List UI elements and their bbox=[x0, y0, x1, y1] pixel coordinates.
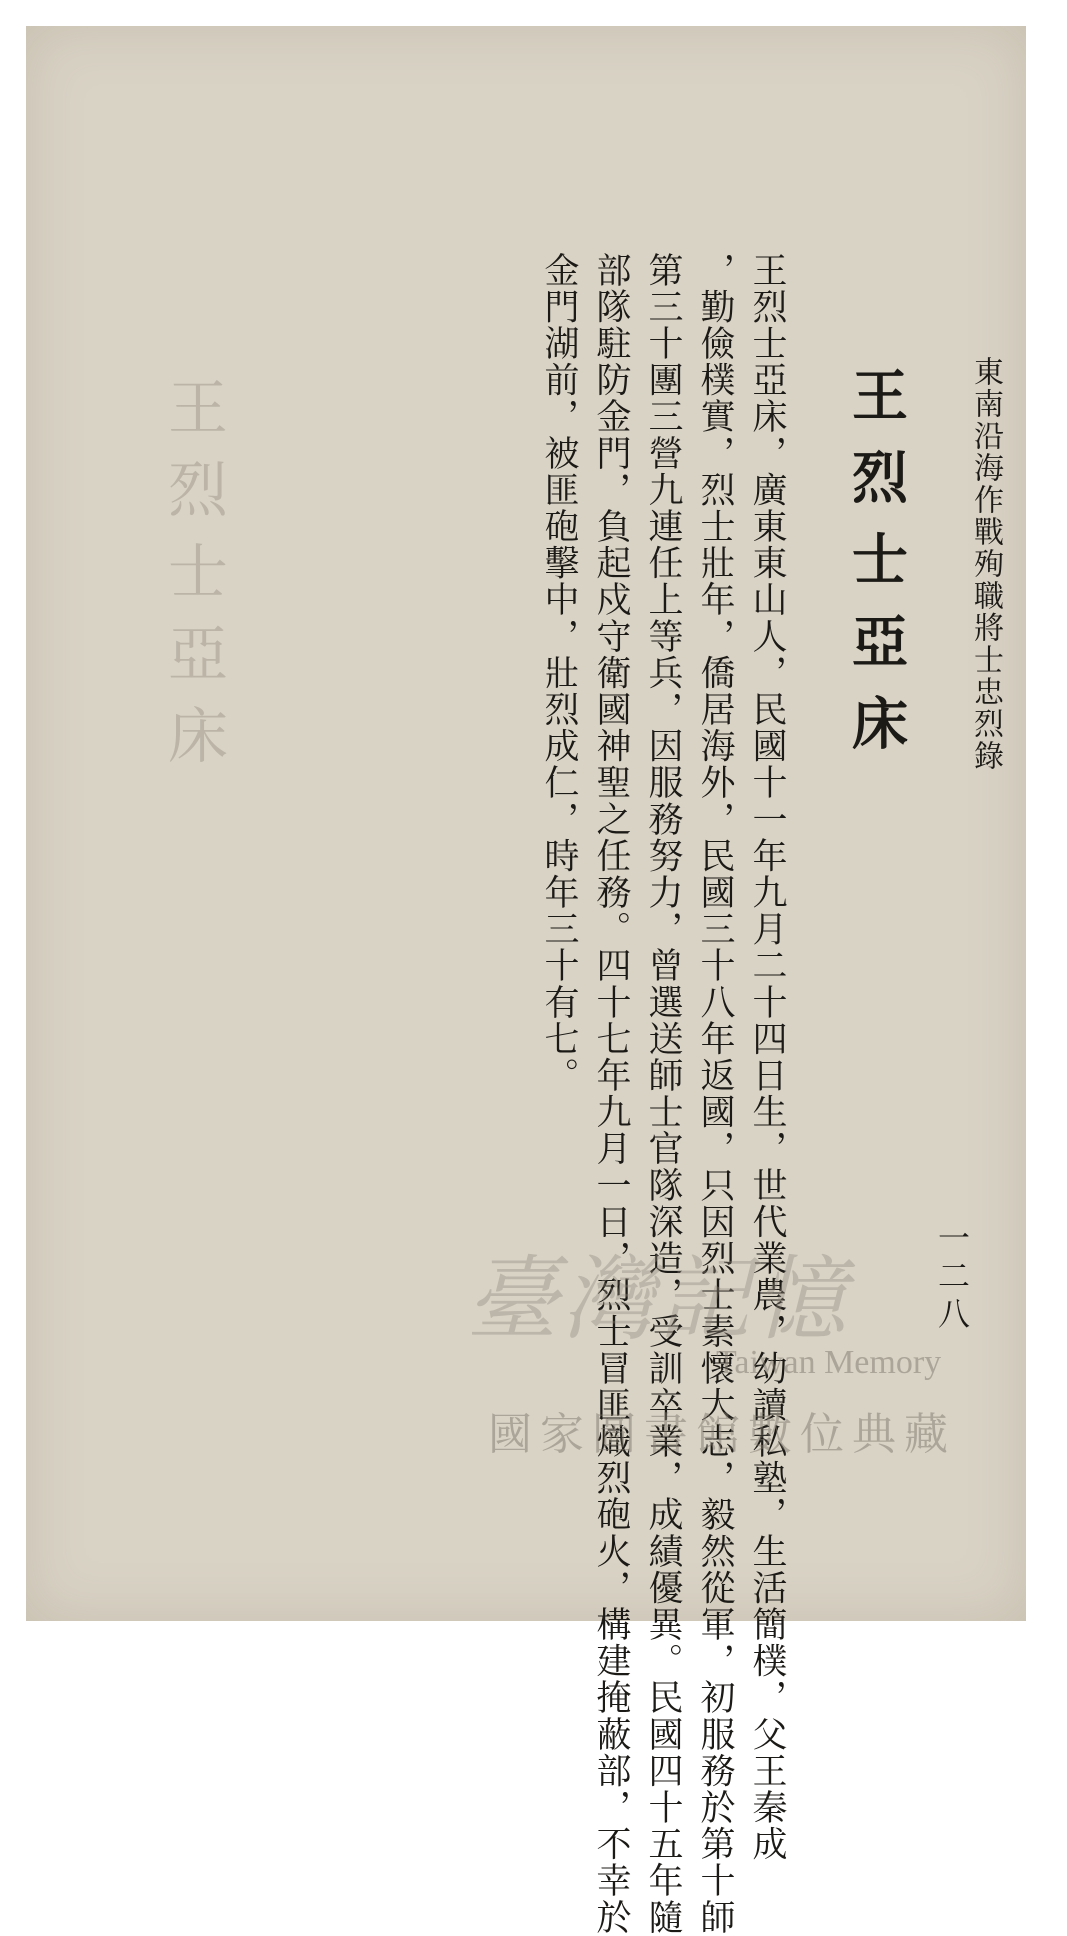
body-column-3: 第三十團三營九連任上等兵，因服務努力，曾選送師士官隊深造，受訓卒業，成績優異。民國四十五年隨 bbox=[643, 252, 683, 1936]
watermark-english: Taiwan Memory bbox=[716, 1344, 942, 1381]
bleed-through-title: 王烈士亞床 bbox=[158, 376, 228, 786]
running-head: 東南沿海作戰殉職將士忠烈錄 bbox=[968, 356, 1003, 772]
body-column-1: 王烈士亞床，廣東東山人，民國十一年九月二十四日生，世代業農，幼讀私塾，生活簡樸，父王秦成 bbox=[747, 252, 787, 1863]
body-column-4: 部隊駐防金門，負起戍守衛國神聖之任務。四十七年九月一日，烈士冒匪熾烈砲火，構建掩蔽部，不幸於 bbox=[591, 252, 631, 1936]
page-number: 一二八 bbox=[933, 1221, 971, 1335]
watermark-script-logo: 臺灣記憶 bbox=[466, 1246, 851, 1353]
watermark-chinese: 國家圖書館數位典藏 bbox=[488, 1409, 956, 1460]
body-column-5: 金門湖前，被匪砲擊中，壯烈成仁，時年三十有七。 bbox=[539, 252, 579, 1094]
scanned-page bbox=[26, 26, 1026, 1936]
article-title: 王烈士亞床 bbox=[843, 366, 909, 776]
body-column-2: ，勤儉樸實，烈士壯年，僑居海外，民國三十八年返國，只因烈士素懷大志，毅然從軍，初服務於第十師 bbox=[695, 252, 735, 1936]
